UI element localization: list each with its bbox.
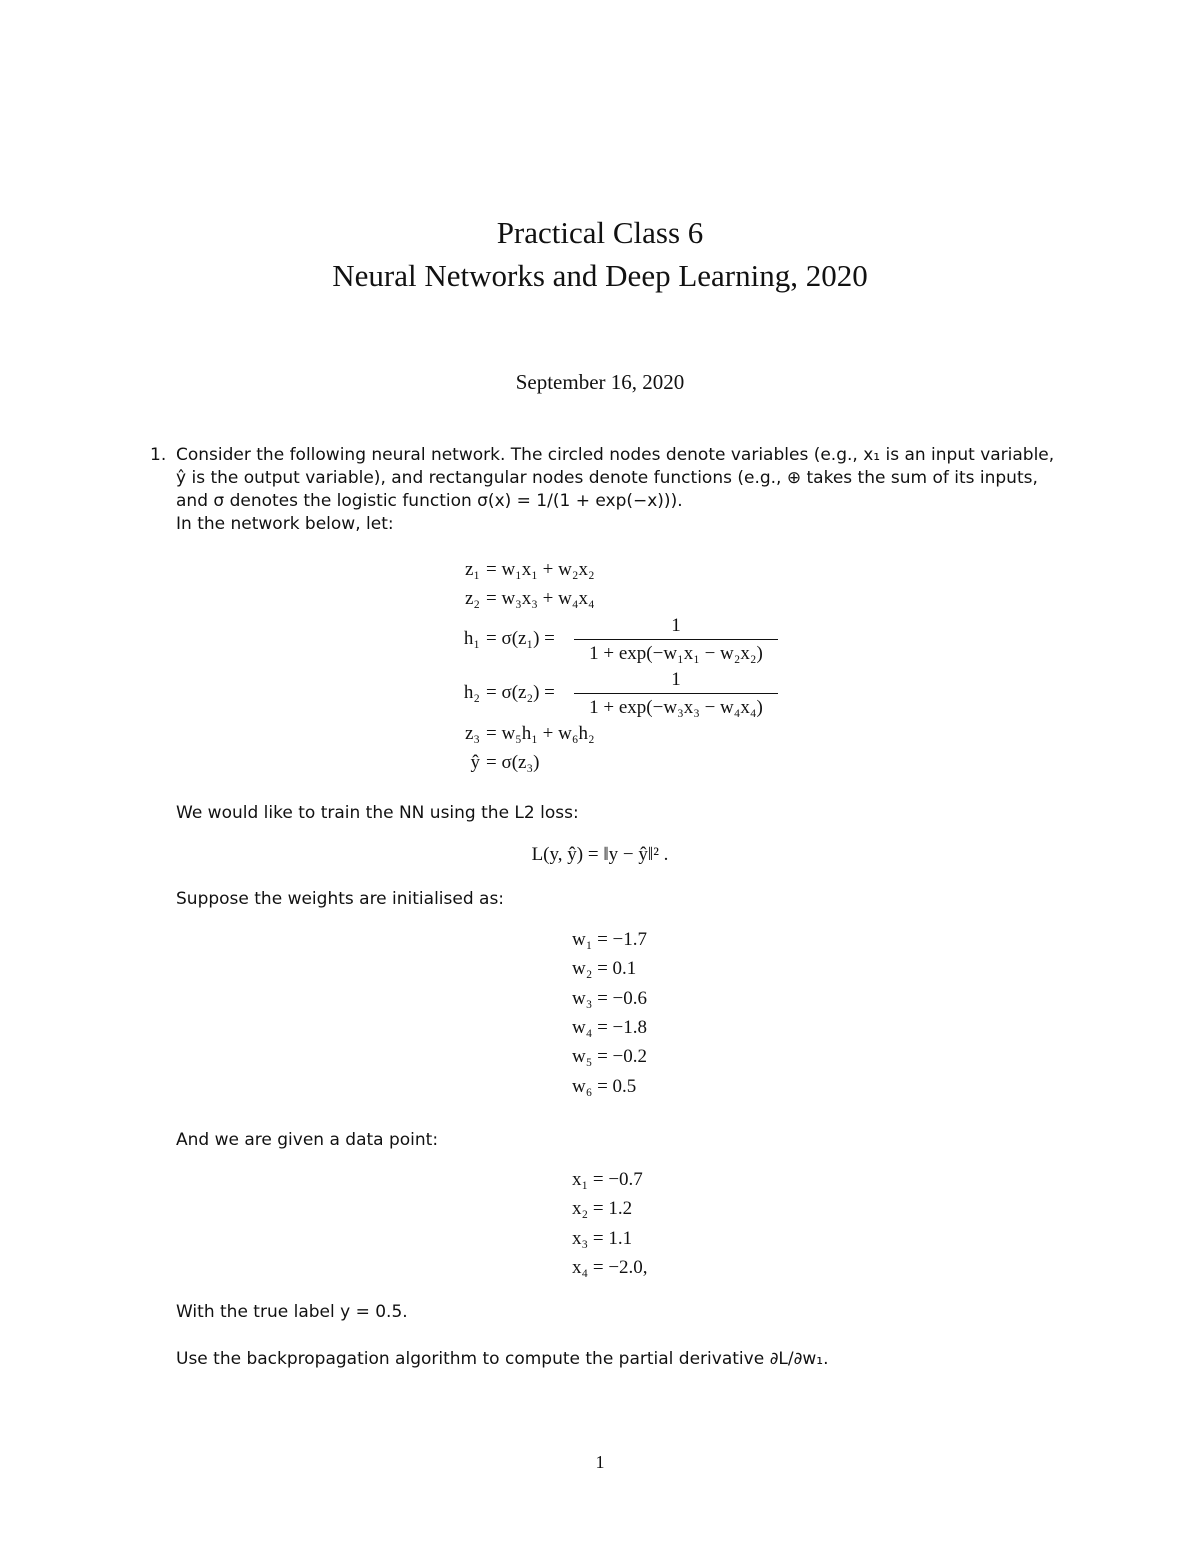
intro-line-3: and σ denotes the logistic function σ(x) = 1/(1 + exp(−x))).	[176, 491, 683, 511]
fraction-h2	[574, 667, 778, 720]
data-point-item: x₄ = −2.0,	[572, 1257, 648, 1278]
definition-lhs: ŷ	[470, 752, 480, 773]
fraction-h1	[574, 613, 778, 666]
definition-rhs: = σ(z₂) =	[486, 682, 555, 703]
page-number: 1	[595, 1452, 605, 1472]
fraction-numerator: 1	[671, 669, 681, 690]
definition-rhs: = w₁x₁ + w₂x₂	[486, 559, 595, 580]
item-number: 1.	[150, 445, 167, 465]
loss-intro: We would like to train the NN using the L2 loss:	[176, 803, 579, 823]
definition-row	[0, 557, 1200, 583]
loss-equation: L(y, ŷ) = ‖y − ŷ‖² .	[531, 844, 669, 865]
data-point-item: x₃ = 1.1	[572, 1228, 633, 1249]
definition-row	[0, 750, 1200, 776]
weight-item: w₆ = 0.5	[572, 1076, 637, 1097]
intro-line-1: Consider the following neural network. The circled nodes denote variables (e.g., x₁ is an input variable,	[176, 445, 1055, 465]
definition-rhs: = w₅h₁ + w₆h₂	[486, 723, 595, 744]
definition-lhs: z₁	[464, 559, 480, 580]
definition-rhs: = σ(z₁) =	[486, 628, 555, 649]
weight-item: w₃ = −0.6	[572, 988, 648, 1009]
intro-line-4: In the network below, let:	[176, 514, 394, 534]
date: September 16, 2020	[515, 370, 685, 394]
definition-rhs: = w₃x₃ + w₄x₄	[486, 588, 595, 609]
weight-item: w₅ = −0.2	[572, 1046, 648, 1067]
fraction-denominator: 1 + exp(−w₃x₃ − w₄x₄)	[589, 697, 763, 718]
task-text: Use the backpropagation algorithm to compute the partial derivative ∂L/∂w₁.	[176, 1349, 829, 1369]
weight-item: w₂ = 0.1	[572, 958, 637, 979]
data-point-item: x₂ = 1.2	[572, 1198, 633, 1219]
definition-rhs: = σ(z₃)	[486, 752, 540, 773]
weight-item: w₄ = −1.8	[572, 1017, 648, 1038]
weight-item: w₁ = −1.7	[572, 929, 648, 950]
intro-line-2: ŷ is the output variable), and rectangular nodes denote functions (e.g., ⊕ takes the sum of its inputs,	[176, 468, 1038, 488]
title-line-1: Practical Class 6	[496, 215, 704, 250]
definition-lhs: h₂	[463, 682, 480, 703]
fraction-numerator: 1	[671, 615, 681, 636]
definition-lhs: z₂	[464, 588, 480, 609]
title-line-2: Neural Networks and Deep Learning, 2020	[332, 258, 868, 293]
definition-row	[0, 586, 1200, 612]
true-label-text: With the true label y = 0.5.	[176, 1302, 408, 1322]
data-intro: And we are given a data point:	[176, 1130, 439, 1150]
definition-row	[0, 721, 1200, 747]
data-point-item: x₁ = −0.7	[572, 1169, 643, 1190]
weights-intro: Suppose the weights are initialised as:	[176, 889, 505, 909]
definition-lhs: z₃	[464, 723, 480, 744]
fraction-denominator: 1 + exp(−w₁x₁ − w₂x₂)	[589, 643, 763, 664]
definition-lhs: h₁	[463, 628, 480, 649]
